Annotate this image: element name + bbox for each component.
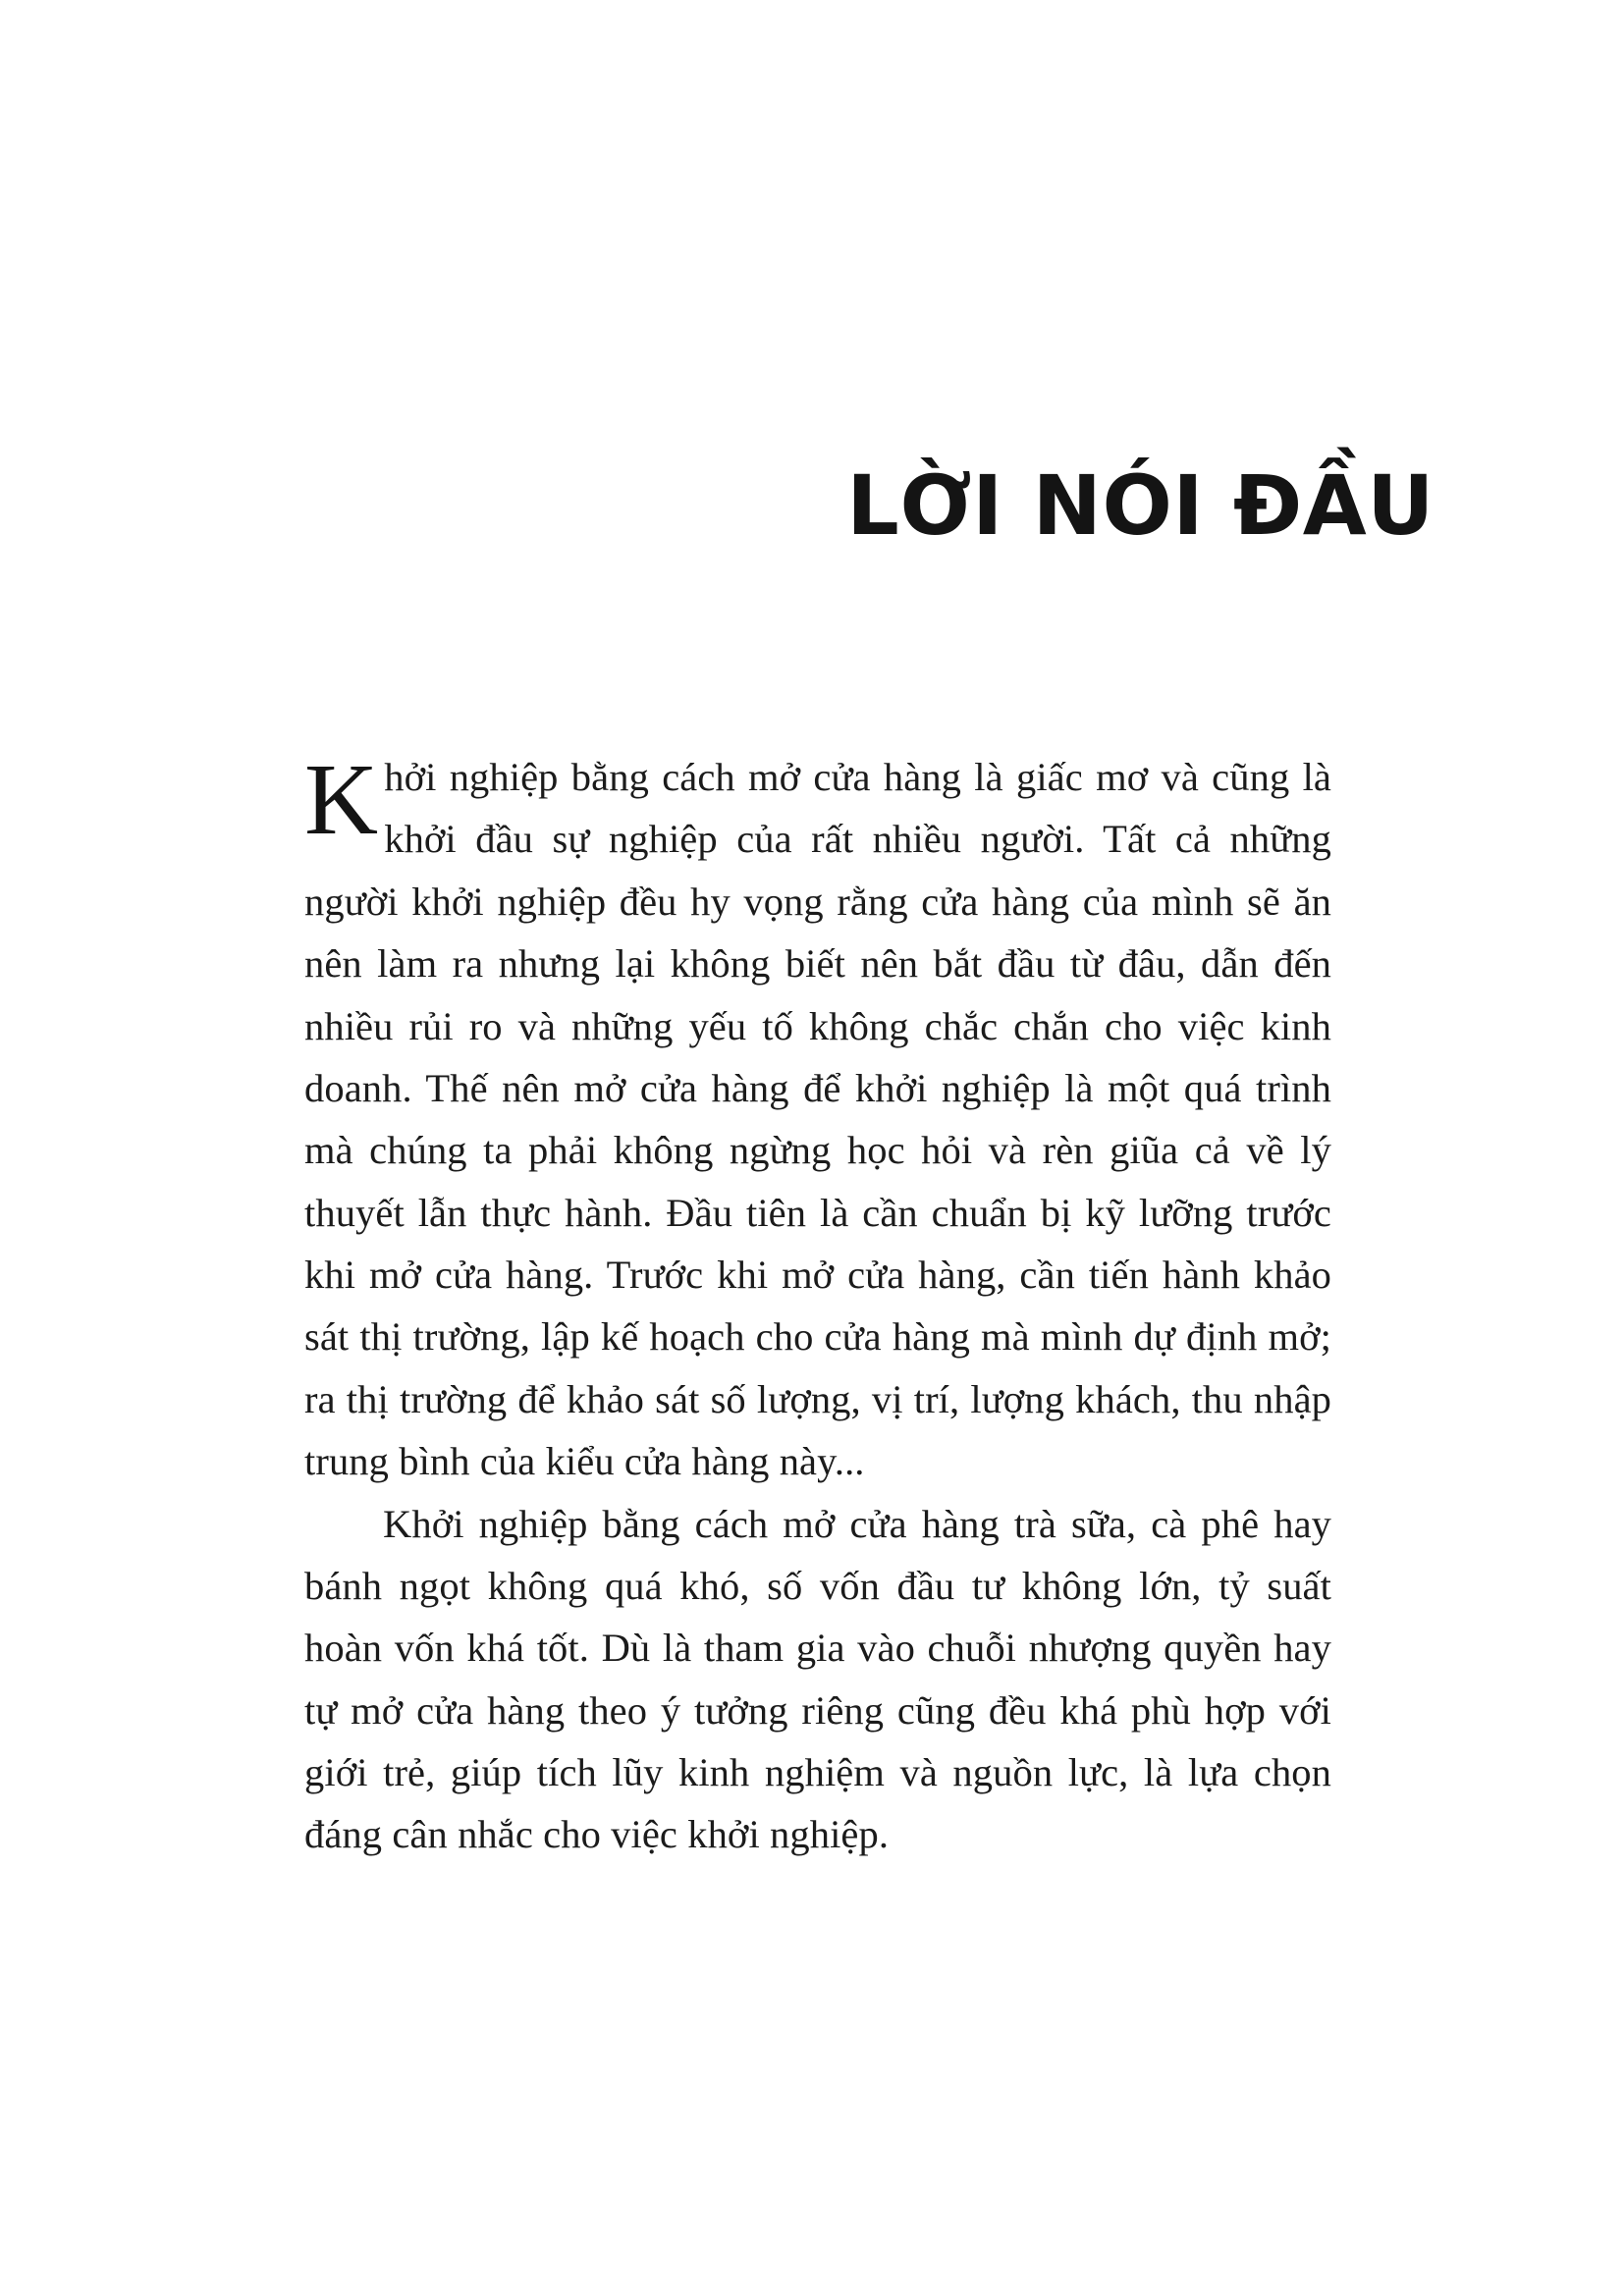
page-title: LỜI NÓI ĐẦU bbox=[846, 457, 1435, 555]
body-text bbox=[304, 743, 1331, 1866]
paragraph-2: Khởi nghiệp bằng cách mở cửa hàng trà sữa, cà phê hay bánh ngọt không quá khó, số vốn đầu tư không lớn, tỷ suất hoàn vốn khá tốt. Dù là tham gia vào chuỗi nhượng quyền hay tự mở cửa hàng theo ý tưởng riêng cũng đều khá phù hợp với giới trẻ, giúp tích lũy kinh nghiệm và nguồn lực, là lựa chọn đáng cân nhắc cho việc khởi nghiệp. bbox=[304, 1501, 1331, 1857]
paragraph-1: Khởi nghiệp bằng cách mở cửa hàng là giấc mơ và cũng là khởi đầu sự nghiệp của rất nhiều người. Tất cả những người khởi nghiệp đều hy vọng rằng cửa hàng của mình sẽ ăn nên làm ra nhưng lại không biết nên bắt đầu từ đâu, dẫn đến nhiều rủi ro và những yếu tố không chắc chắn cho việc kinh doanh. Thế nên mở cửa hàng để khởi nghiệp là một quá trình mà chúng ta phải không ngừng học hỏi và rèn giũa cả về lý thuyết lẫn thực hành. Đầu tiên là cần chuẩn bị kỹ lưỡng trước khi mở cửa hàng. Trước khi mở cửa hàng, cần tiến hành khảo sát thị trường, lập kế hoạch cho cửa hàng mà mình dự định mở; ra thị trường để khảo sát số lượng, vị trí, lượng khách, thu nhập trung bình của kiểu cửa hàng này... bbox=[304, 743, 1331, 1484]
